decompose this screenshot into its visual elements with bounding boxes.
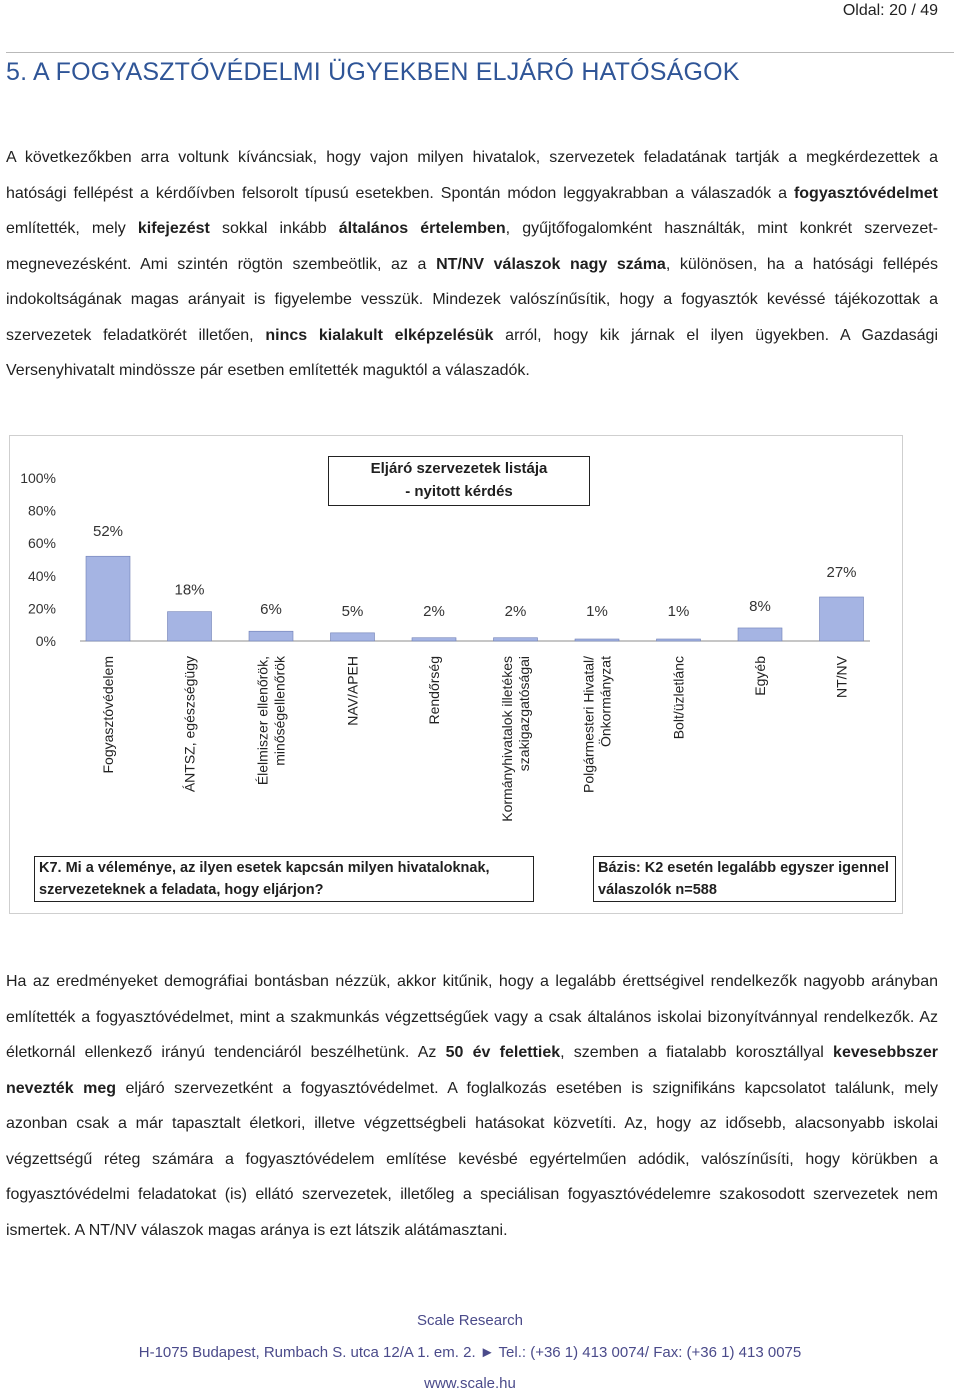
data-label: 1% <box>667 603 690 620</box>
data-label: 52% <box>92 523 124 541</box>
footer-address: H-1075 Budapest, Rumbach S. utca 12/A 1. em. 2. ► Tel.: (+36 1) 413 0074/ Fax: (+36 1) 413 0075 <box>138 1344 802 1361</box>
category-label-line: Rendőrség <box>426 656 442 725</box>
data-label: 1% <box>586 603 608 620</box>
category-label <box>255 655 288 785</box>
category-label-line: minőségellenőrök <box>271 656 288 766</box>
intro-paragraph: A következőkben arra voltunk kíváncsiak, hogy vajon milyen hivatalok, szervezetek feladatának tartják a megkérdezettek a hatósági fellépést a kérdőívben felsorolt típusú esetekben. Spontán módon leggyakrabban a válaszadók a fogyasztóvédelmet említették, mely kifejezést sokkal inkább általános értelemben, gyűjtőfogalomként használták, mint konkrét szervezet-megnevezésként. Ami szintén rögtön szembeötlik, az a NT/NV válaszok nagy száma, különösen, ha a hatósági fellépés indokoltságának magas arányait is figyelembe vesszük. Mindezek valószínűsítik, hogy a fogyasztók kevéssé tájékozottak a szervezetek feladatkörét illetően, nincs kialakult elképzelésük arról, hogy kik járnak el ilyen ügyekben. A Gazdasági Versenyhivatalt mindössze pár esetben említették maguktól a válaszadók. <box>6 149 939 379</box>
bar <box>331 633 375 641</box>
category-label <box>499 656 532 822</box>
category-label-line: Bolt/üzletlánc <box>670 656 687 740</box>
category-label <box>671 656 687 739</box>
page-number: Oldal: 20 / 49 <box>842 2 938 19</box>
category-label-line: Fogyasztóvédelem <box>100 656 116 774</box>
base-box <box>593 856 896 902</box>
data-label: 5% <box>341 602 364 620</box>
category-label <box>834 655 850 698</box>
bar <box>575 639 619 641</box>
y-tick-label: 0% <box>35 633 56 649</box>
question-line-1: K7. Mi a véleménye, az ilyen esetek kapcsán milyen hivataloknak, <box>39 860 490 876</box>
data-label: 2% <box>504 603 527 620</box>
chart-frame <box>9 435 903 914</box>
category-label-line: ÁNTSZ, egészségügy <box>181 656 198 793</box>
category-label <box>581 656 614 793</box>
y-tick-label: 20% <box>27 600 56 617</box>
y-tick-label: 100% <box>20 470 56 486</box>
chart-title-box <box>328 456 590 506</box>
bar <box>86 556 130 641</box>
y-tick-label: 80% <box>27 502 56 519</box>
y-tick-label: 60% <box>27 535 56 552</box>
bar <box>657 639 701 641</box>
data-label: 6% <box>260 601 282 619</box>
chart-subtitle: - nyitott kérdés <box>405 483 513 500</box>
bar <box>249 631 293 641</box>
bar <box>168 612 212 641</box>
chart-title: Eljáró szervezetek listája <box>370 460 548 477</box>
header-divider <box>6 52 954 53</box>
category-label-line: Polgármesteri Hivatal/ <box>580 656 597 793</box>
category-label <box>426 656 442 725</box>
data-label: 18% <box>174 581 205 599</box>
category-label <box>345 656 361 726</box>
footer-website[interactable]: www.scale.hu <box>424 1375 516 1392</box>
bar <box>820 597 864 641</box>
y-tick-label: 40% <box>27 567 56 584</box>
base-line-1: Bázis: K2 esetén legalább egyszer igennel <box>598 860 889 876</box>
category-label-line: szakigazgatóságai <box>516 656 532 772</box>
bar <box>494 638 538 641</box>
data-label: 27% <box>826 563 857 581</box>
data-label: 2% <box>423 603 445 620</box>
question-line-2: szervezeteknek a feladata, hogy eljárjon? <box>39 882 324 898</box>
demographics-paragraph: Ha az eredményeket demográfiai bontásban nézzük, akkor kitűnik, hogy a legalább érettségivel rendelkezők nagyobb arányban említették a fogyasztóvédelmet, mint a szakmunkás végzettségűek vagy a csak általános iskolai bizonyítvánnyal rendelkezők. Az életkornál ellenkező irányú tendenciáról beszélhetünk. Az 50 év felettiek, szemben a fiatalabb korosztállyal kevesebbszer nevezték meg eljáró szervezetként a fogyasztóvédelmet. A foglalkozás esetében is szignifikáns kapcsolatot találunk, mely azonban csak a már tapasztalt életkori, illetve végzettségbeli hatásokat közvetíti. Az, hogy az idősebb, alacsonyabb iskolai végzettségű réteg számára a fogyasztóvédelem említése kevésbé egyértelműen adódik, valószínűsíti, hogy körükben a fogyasztóvédelmi feladatokat (is) ellátó szervezetek, illetőleg a speciálisan fogyasztóvédelemre szakosodott szervezetek nem ismertek. A NT/NV válaszok magas aránya is ezt látszik alátámasztani. <box>6 973 939 1239</box>
footer-company: Scale Research <box>417 1312 523 1329</box>
bar <box>738 628 782 641</box>
bar-chart <box>10 436 902 913</box>
data-label: 8% <box>749 597 771 615</box>
question-box <box>34 856 534 902</box>
category-label <box>182 656 198 792</box>
bar <box>412 638 456 641</box>
category-label-line: NAV/APEH <box>344 656 361 726</box>
category-label <box>100 656 116 774</box>
base-line-2: válaszolók n=588 <box>598 882 717 898</box>
category-label-line: NT/NV <box>833 656 850 698</box>
category-label-line: Egyéb <box>752 656 768 696</box>
category-label-line: Kormányhivatalok illetékes <box>499 656 515 822</box>
category-label-line: Önkormányzat <box>597 656 614 748</box>
section-title: 5. A FOGYASZTÓVÉDELMI ÜGYEKBEN ELJÁRÓ HATÓSÁGOK <box>6 58 740 86</box>
category-label-line: Élelmiszer ellenőrök, <box>254 656 271 786</box>
category-label <box>752 656 768 696</box>
